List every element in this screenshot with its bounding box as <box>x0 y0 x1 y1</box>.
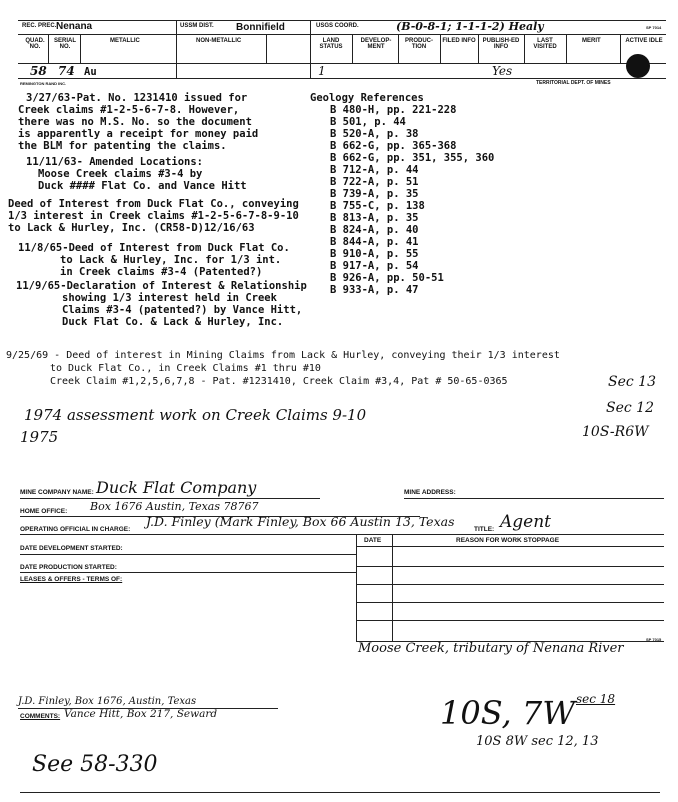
operating-official-label: OPERATING OFFICIAL IN CHARGE: <box>20 526 131 533</box>
title-value: Agent <box>500 512 551 532</box>
metallic-value: Au <box>84 66 97 78</box>
note-line-11: to Lack & Hurley, Inc. (CR58-D)12/16/63 <box>8 222 255 234</box>
note-line-3: there was no M.S. No. so the document <box>18 116 252 128</box>
note-line-9: Deed of Interest from Duck Flat Co., conveying <box>8 198 299 210</box>
mine-address-label: MINE ADDRESS: <box>404 489 456 496</box>
note-line-12: 11/8/65-Deed of Interest from Duck Flat Co. <box>18 242 290 254</box>
col-development-label: DEVELOP-MENT <box>360 38 392 50</box>
note-1969-line-2: to Duck Flat Co., in Creek Claims #1 thru #10 <box>50 363 321 374</box>
col-merit-label: MERIT <box>582 38 601 44</box>
comments-label: COMMENTS: <box>20 713 61 720</box>
note-line-1: 3/27/63-Pat. No. 1231410 issued for <box>26 92 248 104</box>
note-line-15: 11/9/65-Declaration of Interest & Relationship <box>16 280 307 292</box>
note-line-18: Duck Flat Co. & Lack & Hurley, Inc. <box>62 316 284 328</box>
col-filed-info-label: FILED INFO <box>442 38 476 44</box>
geology-ref: B 824-A, p. 40 <box>330 224 419 236</box>
geology-ref: B 501, p. 44 <box>330 116 406 128</box>
mine-company-label: MINE COMPANY NAME: <box>20 489 94 496</box>
printer-mark: REMINGTON RAND INC. <box>20 81 67 86</box>
geology-ref: B 739-A, p. 35 <box>330 188 419 200</box>
reason-column-label: REASON FOR WORK STOPPAGE <box>456 537 560 544</box>
col-serial-label: SERIAL NO. <box>53 38 76 50</box>
ussm-dist-value: Bonnifield <box>236 22 285 33</box>
handwritten-sec12: Sec 12 <box>606 400 654 416</box>
note-line-13: to Lack & Hurley, Inc. for 1/3 int. <box>60 254 282 266</box>
operating-official-value: J.D. Finley (Mark Finley, Box 66 Austin 13, Texas <box>146 514 455 529</box>
note-line-4: is apparently a receipt for money paid <box>18 128 259 140</box>
geology-ref: B 722-A, p. 51 <box>330 176 419 188</box>
note-line-8: Duck #### Flat Co. and Vance Hitt <box>38 180 247 192</box>
geology-ref: B 662-G, pp. 351, 355, 360 <box>330 152 495 164</box>
note-line-17: Claims #3-4 (patented?) by Vance Hitt, <box>62 304 303 316</box>
land-status-value: 1 <box>318 64 326 78</box>
geology-ref: B 712-A, p. 44 <box>330 164 419 176</box>
geology-ref: B 926-A, pp. 50-51 <box>330 272 444 284</box>
geology-ref: B 480-H, pp. 221-228 <box>330 104 457 116</box>
geology-ref: B 844-A, p. 41 <box>330 236 419 248</box>
note-line-5: the BLM for patenting the claims. <box>18 140 227 152</box>
geology-ref: B 917-A, p. 54 <box>330 260 419 272</box>
col-metallic-label: METALLIC <box>110 38 140 44</box>
note-line-14: in Creek claims #3-4 (Patented?) <box>60 266 263 278</box>
note-line-10: 1/3 interest in Creek claims #1-2-5-6-7-8-9-10 <box>8 210 299 222</box>
usgs-coord-label: USGS COORD. <box>316 23 359 29</box>
geology-ref: B 910-A, p. 55 <box>330 248 419 260</box>
note-line-6: 11/11/63- Amended Locations: <box>26 156 204 168</box>
note-1969-line-1: 9/25/69 - Deed of interest in Mining Claims from Lack & Hurley, conveying their 1/3 interest <box>6 350 560 361</box>
handwritten-see-ref: See 58-330 <box>32 752 158 777</box>
form-number: SP 7014 <box>646 25 662 30</box>
handwritten-township-range: 10S-R6W <box>582 424 649 440</box>
leases-label: LEASES & OFFERS - TERMS OF: <box>20 576 123 583</box>
rec-prec-label: REC. PREC. <box>22 23 57 29</box>
note-line-2: Creek claims #1-2-5-6-7-8. However, <box>18 104 240 116</box>
col-quad-label: QUAD. NO. <box>25 38 45 50</box>
handwritten-township-2: 10S 8W sec 12, 13 <box>476 734 599 749</box>
handwritten-township: 10S, 7W <box>440 694 576 732</box>
geology-ref: B 933-A, p. 47 <box>330 284 419 296</box>
form-number-2: SP 7015 <box>646 637 662 642</box>
geology-title: Geology References <box>310 92 424 104</box>
rec-prec-value: Nenana <box>56 21 93 32</box>
col-nonmetallic-label: NON-METALLIC <box>196 38 242 44</box>
handwritten-moose-creek: Moose Creek, tributary of Nenana River <box>358 641 624 656</box>
serial-no-value: 74 <box>58 64 75 78</box>
note-1969-line-3: Creek Claim #1,2,5,6,7,8 - Pat. #1231410, Creek Claim #3,4, Pat # 50-65-0365 <box>50 376 508 387</box>
handwritten-1974-note: 1974 assessment work on Creek Claims 9-10 <box>24 406 367 424</box>
dev-started-label: DATE DEVELOPMENT STARTED: <box>20 545 123 552</box>
note-line-7: Moose Creek claims #3-4 by <box>38 168 203 180</box>
home-office-value: Box 1676 Austin, Texas 78767 <box>90 500 259 513</box>
published-value: Yes <box>492 64 513 78</box>
geology-ref: B 755-C, p. 138 <box>330 200 425 212</box>
handwritten-sec18: sec 18 <box>576 692 616 706</box>
active-marker <box>626 54 650 78</box>
department-mark: TERRITORIAL DEPT. OF MINES <box>536 80 611 86</box>
ussm-dist-label: USSM DIST. <box>180 23 214 29</box>
note-line-16: showing 1/3 interest held in Creek <box>62 292 277 304</box>
quad-no-value: 58 <box>30 64 47 78</box>
handwritten-left-note: J.D. Finley, Box 1676, Austin, Texas <box>18 696 197 707</box>
prod-started-label: DATE PRODUCTION STARTED: <box>20 564 117 571</box>
col-last-visited-label: LAST VISITED <box>533 38 557 50</box>
geology-ref: B 813-A, p. 35 <box>330 212 419 224</box>
col-active-idle-label: ACTIVE IDLE <box>625 38 663 44</box>
col-land-status-label: LAND STATUS <box>319 38 343 50</box>
handwritten-1975: 1975 <box>20 428 59 446</box>
comments-value: Vance Hitt, Box 217, Seward <box>64 708 218 720</box>
date-column-label: DATE <box>364 537 382 544</box>
geology-ref: B 662-G, pp. 365-368 <box>330 140 457 152</box>
geology-ref: B 520-A, p. 38 <box>330 128 419 140</box>
title-label: TITLE: <box>474 526 495 533</box>
handwritten-sec13: Sec 13 <box>608 374 656 390</box>
mine-company-value: Duck Flat Company <box>96 478 257 497</box>
col-published-label: PUBLISH-ED INFO <box>482 38 520 50</box>
col-production-label: PRODUC-TION <box>405 38 433 50</box>
usgs-coord-value: (B-0-8-1; 1-1-1-2) Healy <box>396 20 544 33</box>
home-office-label: HOME OFFICE: <box>20 508 68 515</box>
